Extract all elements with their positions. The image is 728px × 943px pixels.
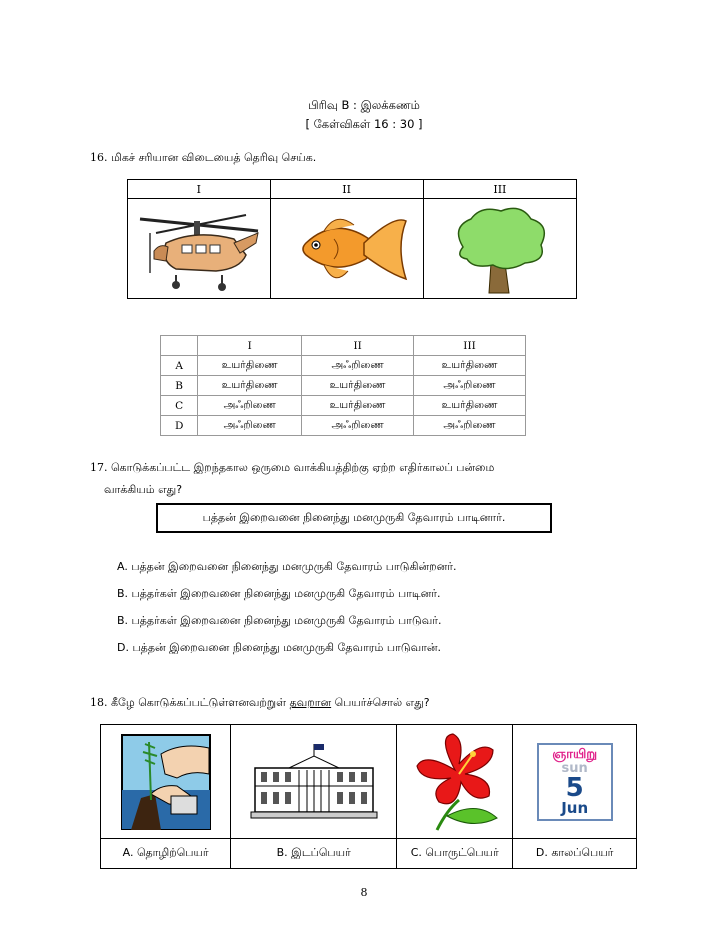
tree-cell <box>423 199 576 299</box>
calendar-tamil-day: ஞாயிறு <box>552 746 598 762</box>
row-cell: உயர்திணை <box>414 356 526 376</box>
row-letter: B <box>161 376 198 396</box>
row-cell: உயர்திணை <box>414 396 526 416</box>
white-house-icon <box>249 742 379 822</box>
q17-option-b1: B. பத்தர்கள் இறைவனை நினைந்து மனமுருகி தேவாரம் பாடினர். <box>117 587 441 600</box>
answer-row-c <box>161 396 526 416</box>
label-c: C. பொருட்பெயர் <box>397 839 513 869</box>
label-b: B. இடப்பெயர் <box>231 839 397 869</box>
q17-text-line2: வாக்கியம் எது? <box>104 483 183 496</box>
q17-option-b2: B. பத்தர்கள் இறைவனை நினைந்து மனமுருகி தேவாரம் பாடுவர். <box>117 614 442 627</box>
label-a: A. தொழிற்பெயர் <box>101 839 231 869</box>
q16-prompt <box>90 151 316 166</box>
q16-text: மிகச் சரியான விடையைத் தெரிவு செய்க. <box>111 151 317 164</box>
row-letter: C <box>161 396 198 416</box>
label-d: D. காலப்பெயர் <box>513 839 637 869</box>
answer-header-iii: III <box>414 336 526 356</box>
hibiscus-icon <box>407 730 503 834</box>
calendar-month: Jun <box>561 798 589 817</box>
q17-prompt <box>90 461 650 498</box>
calendar-day: sun <box>561 760 588 776</box>
helicopter-icon <box>136 203 262 295</box>
col-header-iii: III <box>423 180 576 199</box>
planting-cell <box>101 725 231 839</box>
row-cell: அஃறிணை <box>414 376 526 396</box>
row-cell: அஃறிணை <box>198 416 302 436</box>
row-cell: உயர்திணை <box>302 376 414 396</box>
section-title: பிரிவு B : இலக்கணம் <box>308 98 420 112</box>
helicopter-cell <box>128 199 271 299</box>
answer-header-i: I <box>198 336 302 356</box>
tree-icon <box>437 203 563 295</box>
q16-image-table <box>127 179 577 299</box>
q16-answer-table <box>160 335 526 436</box>
goldfish-cell <box>270 199 423 299</box>
q17-option-a: A. பத்தன் இறைவனை நினைந்து மனமுருகி தேவாரம் பாடுகின்றனர். <box>117 560 457 573</box>
questions-range: [ கேள்விகள் 16 : 30 ] <box>305 117 423 131</box>
goldfish-icon <box>284 203 410 295</box>
q18-table <box>100 724 637 869</box>
col-header-ii: II <box>270 180 423 199</box>
q18-text-before: கீழே கொடுக்கப்பட்டுள்ளனவற்றுள் <box>111 696 287 709</box>
row-letter: D <box>161 416 198 436</box>
q18-text-after: பெயர்ச்சொல் எது? <box>334 696 430 709</box>
row-cell: அஃறிணை <box>414 416 526 436</box>
answer-table-corner <box>161 336 198 356</box>
row-cell: அஃறிணை <box>198 396 302 416</box>
building-cell <box>231 725 397 839</box>
calendar-date: 5 <box>565 772 584 803</box>
q18-number: 18. <box>90 696 108 709</box>
q16-number: 16. <box>90 151 108 164</box>
answer-row-d <box>161 416 526 436</box>
row-cell: உயர்திணை <box>302 396 414 416</box>
answer-row-a <box>161 356 526 376</box>
q18-prompt <box>90 696 430 711</box>
q17-text-line1: கொடுக்கப்பட்ட இறந்தகால ஒருமை வாக்கியத்திற்கு ஏற்ற எதிர்காலப் பன்மை <box>111 461 495 474</box>
calendar-icon <box>537 743 613 821</box>
flower-cell <box>397 725 513 839</box>
q18-text-underlined: தவறான <box>289 696 332 709</box>
planting-hands-icon <box>121 734 211 830</box>
row-cell: உயர்திணை <box>198 356 302 376</box>
q17-option-d: D. பத்தன் இறைவனை நினைந்து மனமுருகி தேவாரம் பாடுவான். <box>117 641 442 654</box>
row-cell: அஃறிணை <box>302 356 414 376</box>
answer-header-ii: II <box>302 336 414 356</box>
q17-number: 17. <box>90 461 108 474</box>
row-letter: A <box>161 356 198 376</box>
row-cell: உயர்திணை <box>198 376 302 396</box>
page-number: 8 <box>360 886 368 899</box>
calendar-cell <box>513 725 637 839</box>
row-cell: அஃறிணை <box>302 416 414 436</box>
answer-row-b <box>161 376 526 396</box>
col-header-i: I <box>128 180 271 199</box>
q17-boxed-sentence: பத்தன் இறைவனை நினைந்து மனமுருகி தேவாரம் பாடினார். <box>156 503 552 533</box>
